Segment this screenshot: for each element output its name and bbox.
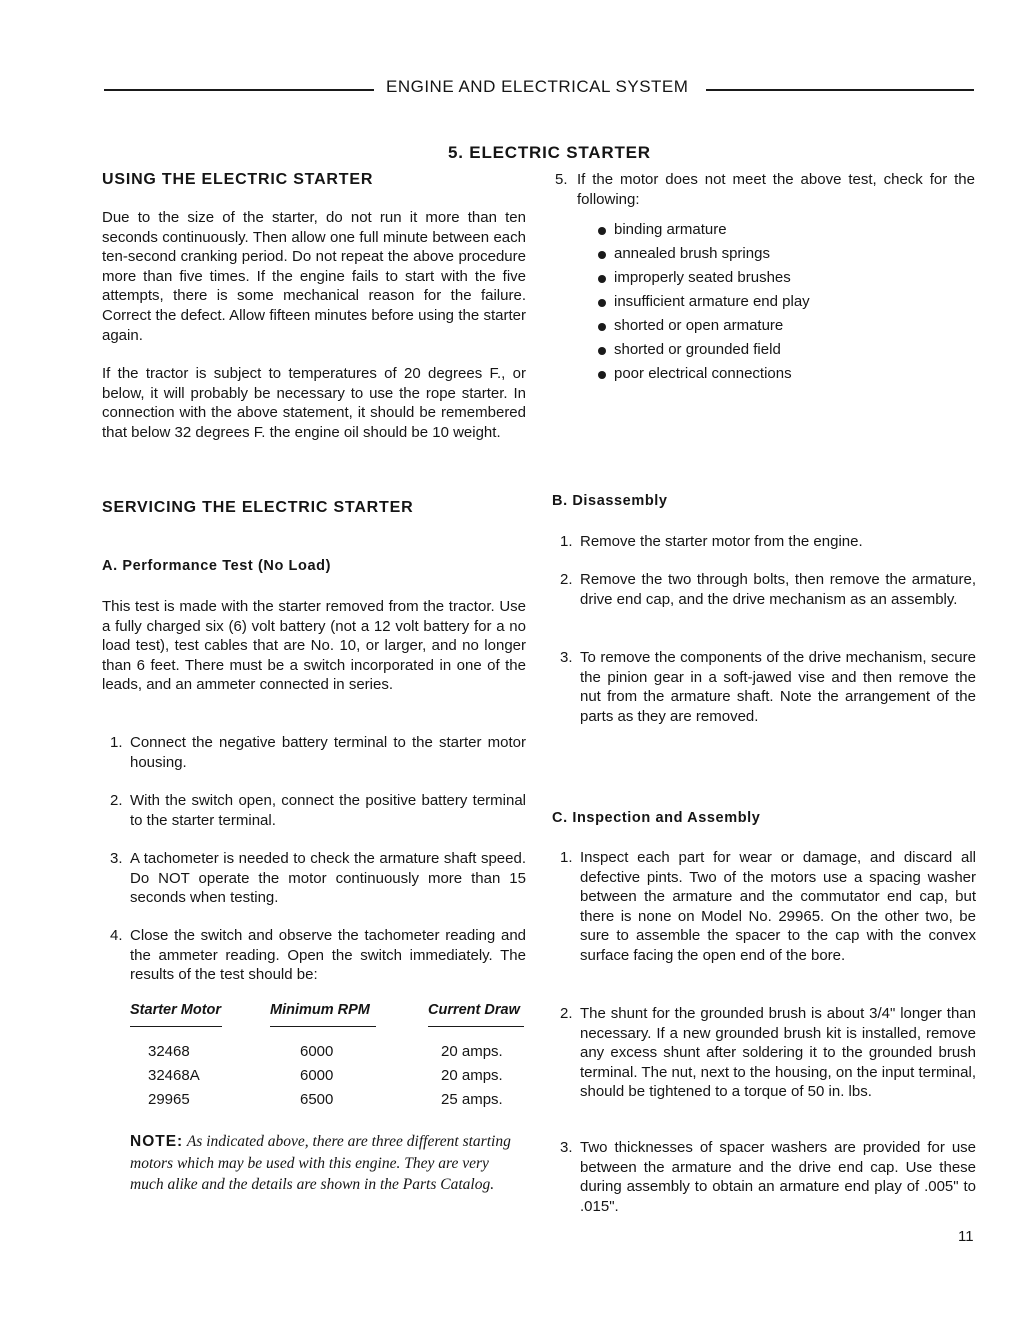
bullet-item: shorted or grounded field [614,341,781,358]
bullet-item: insufficient armature end play [614,293,810,310]
bullet-dot [598,299,606,307]
table-cell: 6000 [300,1043,334,1060]
disassembly-step-text: Remove the starter motor from the engine. [580,533,863,550]
check-intro: If the motor does not meet the above test, check for the following: [577,171,975,208]
header-rule-left [104,89,374,91]
disassembly-step-text: Remove the two through bolts, then remove the armature, drive end cap, and the drive mechanism as an assembly. [580,571,976,608]
note-text: As indicated above, there are three different starting motors which may be used with this engine. They are very much alike and the details are shown in the Parts Catalog. [130,1133,511,1193]
disassembly-step-number: 1. [560,533,573,550]
inspection-step-number: 1. [560,849,573,866]
inspection-step-text: Two thicknesses of spacer washers are provided for use between the armature and the drive end cap. Use these during assembly to obtain an armature end play of .005" to .015". [580,1139,976,1215]
table-cell: 6500 [300,1091,334,1108]
table-cell: 6000 [300,1067,334,1084]
performance-test-heading: A. Performance Test (No Load) [102,558,332,574]
bullet-dot [598,323,606,331]
table-cell: 25 amps. [441,1091,503,1108]
section-title: 5. ELECTRIC STARTER [448,143,651,162]
disassembly-step-number: 2. [560,571,573,588]
bullet-item: shorted or open armature [614,317,784,334]
table-cell: 20 amps. [441,1067,503,1084]
perf-step-text: A tachometer is needed to check the armature shaft speed. Do NOT operate the motor continuously more than 15 seconds when testing. [130,850,526,907]
using-heading: USING THE ELECTRIC STARTER [102,171,374,188]
check-number: 5. [555,171,568,188]
inspection-step-text: Inspect each part for wear or damage, and discard all defective pints. Two of the motors use a spacing washer between the armature and the commutator end cap, but there is none on Model No. 29965. On the other two, be sure to assemble the spacer to the cap with the convex surface facing the open end of the bore. [580,849,976,964]
perf-step-text: With the switch open, connect the positive battery terminal to the starter terminal. [130,792,526,829]
bullet-dot [598,275,606,283]
perf-step-number: 4. [110,927,123,944]
inspection-step-text: The shunt for the grounded brush is about 3/4" longer than necessary. If a new grounded brush kit is installed, remove any excess shunt after soldering it to the grounded brush terminal. The nut, next to the housing, on the input terminal, should be tightened to a torque of 50 in. lbs. [580,1005,976,1101]
bullet-dot [598,251,606,259]
using-paragraph-2: If the tractor is subject to temperatures of 20 degrees F., or below, it will probably be necessary to use the rope starter. In connection with the above statement, it should be remembered that below 32 degrees F. the engine oil should be 10 weight. [102,365,526,441]
perf-step-number: 1. [110,734,123,751]
bullet-dot [598,227,606,235]
bullet-dot [598,371,606,379]
bullet-item: annealed brush springs [614,245,770,262]
table-cell: 20 amps. [441,1043,503,1060]
table-header-underline [270,1026,376,1027]
perf-step-number: 3. [110,850,123,867]
using-paragraph-1: Due to the size of the starter, do not run it more than ten seconds continuously. Then allow one full minute between each ten-second cranking period. Do not repeat the above procedure more than five times. If the engine fails to start with the five attempts, there is some mechanical reason for the failure. Correct the defect. Allow fifteen minutes before using the starter again. [102,209,526,344]
perf-step-number: 2. [110,792,123,809]
inspection-heading: C. Inspection and Assembly [552,810,761,826]
disassembly-step-text: To remove the components of the drive mechanism, secure the pinion gear in a soft-jawed vise and then remove the nut from the armature shaft. Note the arrangement of the parts as they are removed. [580,649,976,725]
note-label: NOTE: [130,1133,184,1150]
bullet-item: binding armature [614,221,727,238]
note-block [130,1131,526,1196]
bullet-dot [598,347,606,355]
disassembly-heading: B. Disassembly [552,493,668,509]
table-cell: 32468A [148,1067,200,1084]
perf-step-text: Connect the negative battery terminal to the starter motor housing. [130,734,526,771]
disassembly-step-number: 3. [560,649,573,666]
table-cell: 32468 [148,1043,190,1060]
table-header: Starter Motor [130,1002,222,1018]
performance-test-intro: This test is made with the starter removed from the tractor. Use a fully charged six (6) volt battery (not a 12 volt battery for a no load test), test cables that are No. 10, or larger, and no longer than 6 feet. There must be a switch incorporated in one of the leads, and an ammeter connected in series. [102,598,526,694]
table-header-underline [130,1026,222,1027]
header-rule-right [706,89,974,91]
servicing-heading: SERVICING THE ELECTRIC STARTER [102,499,414,516]
bullet-item: improperly seated brushes [614,269,791,286]
table-header-underline [428,1026,524,1027]
table-header: Current Draw [428,1002,520,1018]
page-number: 11 [958,1228,974,1245]
table-cell: 29965 [148,1091,190,1108]
inspection-step-number: 2. [560,1005,573,1022]
inspection-step-number: 3. [560,1139,573,1156]
table-header: Minimum RPM [270,1002,370,1018]
running-header: ENGINE AND ELECTRICAL SYSTEM [386,77,689,96]
perf-step-text: Close the switch and observe the tachometer reading and the ammeter reading. Open the switch immediately. The results of the test should be: [130,927,526,984]
bullet-item: poor electrical connections [614,365,792,382]
